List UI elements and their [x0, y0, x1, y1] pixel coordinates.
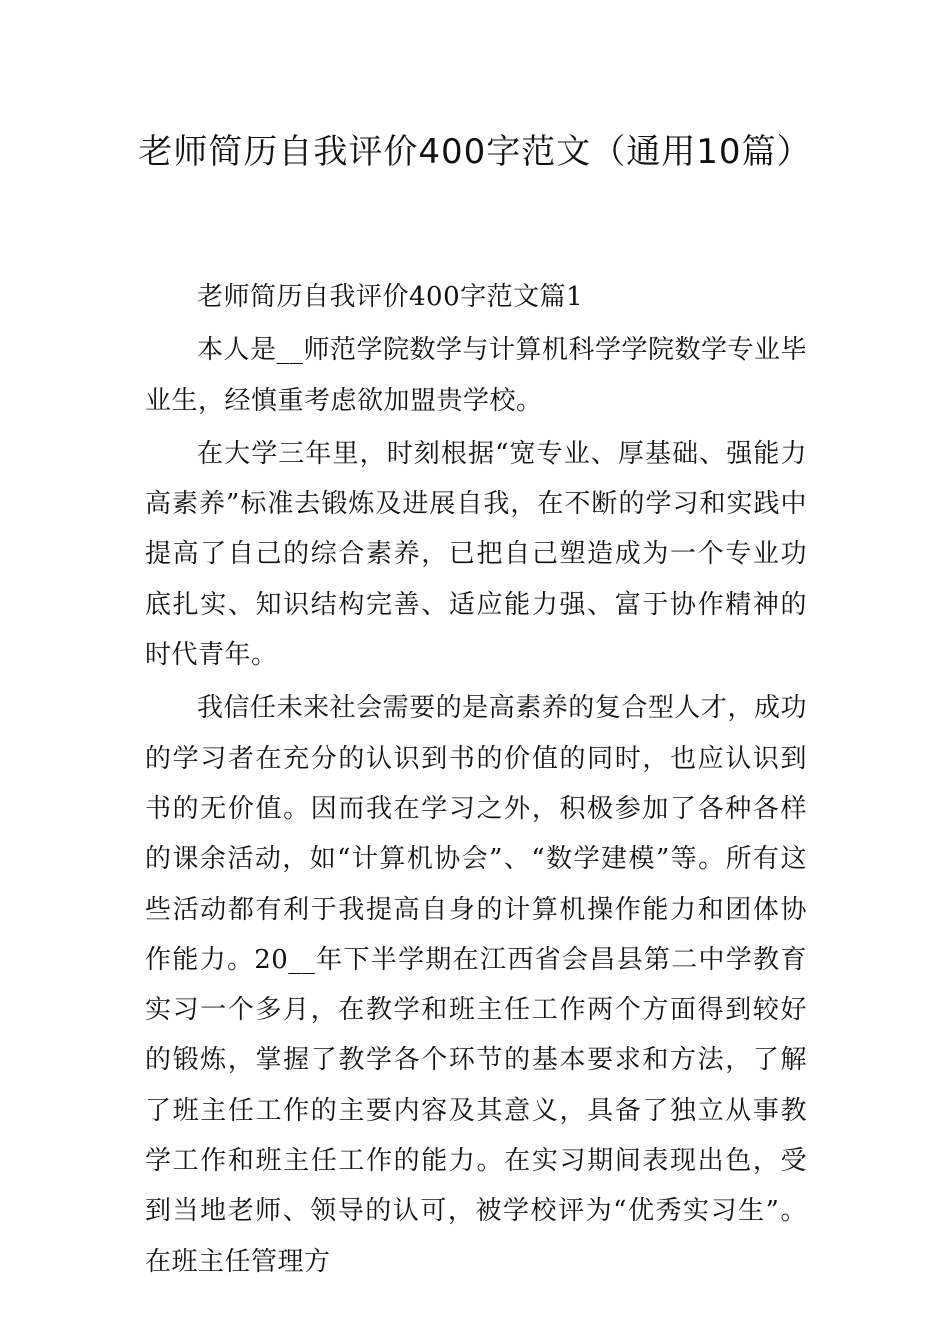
document-body — [145, 272, 807, 1287]
paragraph-intro: 本人是__师范学院数学与计算机科学学院数学专业毕业生，经慎重考虑欲加盟贵学校。 — [145, 335, 808, 416]
section-heading: 老师简历自我评价400字范文篇1 — [197, 282, 584, 312]
paragraph-activities: 我信任未来社会需要的是高素养的复合型人才，成功的学习者在充分的认识到书的价值的同时，也应认识到书的无价值。因而我在学习之外，积极参加了各种各样的课余活动，如“计算机协会”、“数学建模”等。所有这些活动都有利于我提高自身的计算机操作能力和团体协作能力。20__年下半学期在江西省会昌县第二中学教育实习一个多月，在教学和班主任工作两个方面得到较好的锻炼，掌握了教学各个环节的基本要求和方法，了解了班主任工作的主要内容及其意义，具备了独立从事教学工作和班主任工作的能力。在实习期间表现出色，受到当地老师、领导的认可，被学校评为“优秀实习生”。在班主任管理方 — [145, 693, 807, 1277]
paragraph-university: 在大学三年里，时刻根据“宽专业、厚基础、强能力高素养”标准去锻炼及进展自我，在不断的学习和实践中提高了自己的综合素养，已把自己塑造成为一个专业功底扎实、知识结构完善、适应能力强、富于协作精神的时代青年。 — [145, 438, 807, 671]
document-title: 老师简历自我评价400字范文（通用10篇） — [138, 132, 812, 172]
